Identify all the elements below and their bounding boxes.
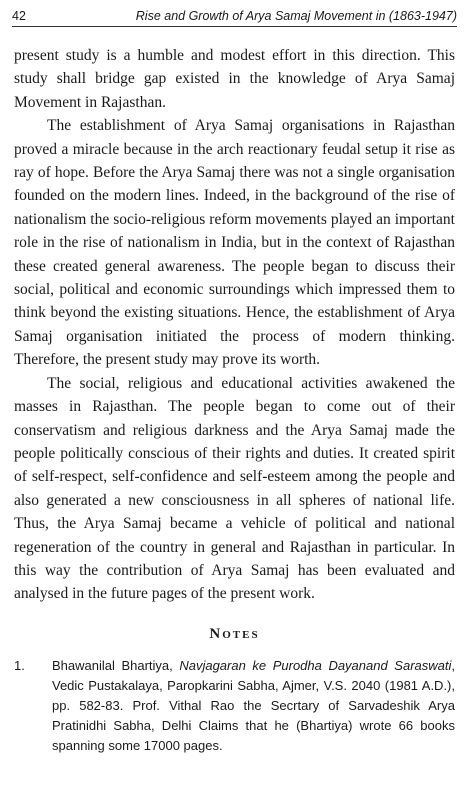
footnote-details: , Vedic Pustakalaya, Paropkarini Sabha, Ajmer, V.S. 2040 (1981 A.D.), pp. 582-83. Prof. Vithal Rao the Secrtary of Sarvadeshik Arya Pratinidhi Sabha, Delhi Claims that he (Bhartiya) wrote 66 books spanning some 17000 pages. [52,658,455,753]
paragraph: present study is a humble and modest effort in this direction. This study shall bridge gap existed in the knowledge of Arya Samaj Movement in Rajasthan. [14,47,455,111]
page-number: 42 [12,9,26,23]
footnote-number: 1. [14,658,25,673]
footnote [14,656,455,756]
header-rule [12,26,457,27]
paragraph: The social, religious and educational activities awakened the masses in Rajasthan. The people began to come out of their conservatism and religious darkness and the Arya Samaj made the people politically conscious of their rights and duties. It created spirit of self-respect, self-confidence and self-esteem among the people and also generated a new consciousness in all spheres of national life. Thus, the Arya Samaj became a vehicle of political and national regeneration of the country in general and Rajasthan in particular. In this way the contribution of Arya Samaj has been evaluated and analysed in the future pages of the present work. [14,374,455,603]
footnote-text [52,656,455,756]
footnote-author: Bhawanilal Bhartiya, [52,658,180,673]
page-header [12,6,457,28]
body-text [14,44,455,606]
paragraph: The establishment of Arya Samaj organisations in Rajasthan proved a miracle because in the arch reactionary feudal setup it rise as ray of hope. Before the Arya Samaj there was not a single organisation founded on the modern lines. Indeed, in the background of the rise of nationalism the socio-religious reform movements played an important role in the rise of nationalism in India, but in the context of Rajasthan these created general awareness. The people began to discuss their social, political and economic surroundings which impressed them to think beyond the existing situations. Hence, the establishment of Arya Samaj organisation initiated the process of modern thinking. Therefore, the present study may prove its worth. [14,117,455,369]
running-title: Rise and Growth of Arya Samaj Movement in (1863-1947) [135,9,457,23]
footnote-book-title: Navjagaran ke Purodha Dayanand Saraswati [179,658,452,673]
notes-heading: Notes [209,626,260,642]
